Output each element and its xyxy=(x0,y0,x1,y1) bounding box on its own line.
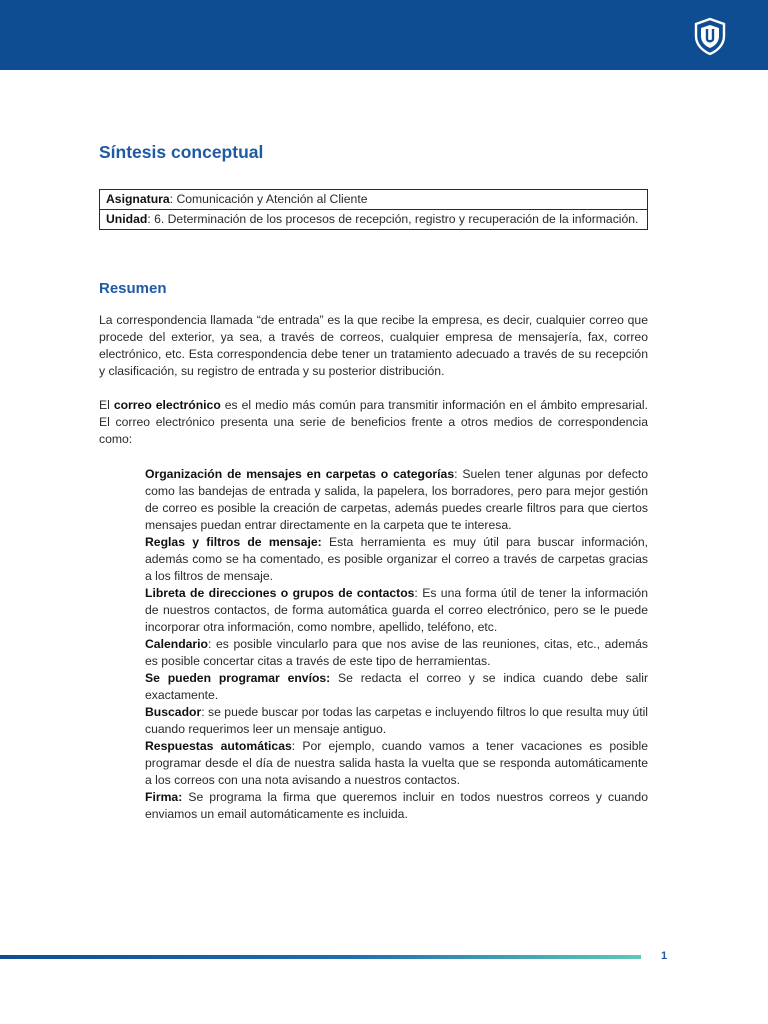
benefit-term: Respuestas automáticas xyxy=(145,739,292,753)
benefit-text: Esta herramienta es muy útil para buscar información, además como se ha comentado, es posible organizar el correo a través de carpetas gracias a los filtros de mensaje. xyxy=(145,535,648,583)
unit-value: : 6. Determinación de los procesos de recepción, registro y recuperación de la información. xyxy=(147,212,639,226)
list-item xyxy=(145,704,648,738)
footer-divider xyxy=(0,955,641,959)
benefit-term: Calendario xyxy=(145,637,208,651)
subject-cell xyxy=(100,190,648,210)
page-title: Síntesis conceptual xyxy=(99,142,264,162)
benefits-list xyxy=(145,466,648,823)
benefit-text: : Es una forma útil de tener la información de nuestros contactos, de forma automática guarda el correo electrónico, pero se le puede incorporar otra información, como nombre, apellido, teléfono, etc. xyxy=(145,586,648,634)
benefit-text: : Por ejemplo, cuando vamos a tener vacaciones es posible programar desde el día de nuestra salida hasta la vuelta que se responda automáticamente a los correos con una nota avisando a nuestros contactos. xyxy=(145,739,648,787)
list-item xyxy=(145,636,648,670)
header-band xyxy=(0,0,768,70)
subject-info-table xyxy=(99,189,648,230)
subject-value: : Comunicación y Atención al Cliente xyxy=(169,192,368,206)
benefit-term: Firma: xyxy=(145,790,183,804)
intro-paragraph: La correspondencia llamada “de entrada” es la que recibe la empresa, es decir, cualquier correo que procede del exterior, ya sea, a través de correos, cualquier empresa de mensajería, fax, correo electrónico, etc. Esta correspondencia debe tener un tratamiento adecuado a través de su recepción y clasificación, su registro de entrada y su posterior distribución. xyxy=(99,313,648,378)
email-term: correo electrónico xyxy=(113,398,221,412)
list-item xyxy=(145,466,648,534)
benefit-term: Organización de mensajes en carpetas o categorías xyxy=(145,467,455,481)
subject-row xyxy=(100,190,648,210)
benefit-text: : Suelen tener algunas por defecto como las bandejas de entrada y salida, la papelera, los borradores, pero para mejor gestión de correo es posible la creación de carpetas, además puedes crearle filtros para que ciertos mensajes puedan entrar directamente en la carpeta que te interesa. xyxy=(145,467,648,532)
subject-label: Asignatura xyxy=(106,192,170,206)
benefit-text: : es posible vincularlo para que nos avise de las reuniones, citas, etc., además es posible concertar citas a través de este tipo de herramientas. xyxy=(145,637,648,668)
list-item xyxy=(145,534,648,585)
benefit-term: Reglas y filtros de mensaje: xyxy=(145,535,322,549)
email-paragraph-rest: es el medio más común para transmitir información en el ámbito empresarial. El correo electrónico presenta una serie de beneficios frente a otros medios de correspondencia como: xyxy=(99,398,648,446)
email-paragraph-start: El xyxy=(99,398,114,412)
list-item xyxy=(145,789,648,823)
unit-cell xyxy=(100,210,648,230)
benefit-term: Se pueden programar envíos: xyxy=(145,671,331,685)
unit-label: Unidad xyxy=(106,212,148,226)
benefit-text: Se redacta el correo y se indica cuando debe salir exactamente. xyxy=(145,671,649,702)
summary-heading: Resumen xyxy=(99,280,167,297)
benefit-term: Buscador xyxy=(145,705,202,719)
unit-row xyxy=(100,210,648,230)
email-paragraph xyxy=(99,397,648,448)
benefit-text: Se programa la firma que queremos incluir en todos nuestros correos y cuando enviamos un email automáticamente es incluida. xyxy=(145,790,648,821)
list-item xyxy=(145,585,648,636)
list-item xyxy=(145,670,648,704)
list-item xyxy=(145,738,648,789)
university-shield-icon xyxy=(692,17,728,55)
benefit-text: : se puede buscar por todas las carpetas e incluyendo filtros lo que resulta muy útil cuando requerimos leer un mensaje antiguo. xyxy=(145,705,648,736)
page-number: 1 xyxy=(661,950,668,962)
benefit-term: Libreta de direcciones o grupos de contactos xyxy=(145,586,415,600)
